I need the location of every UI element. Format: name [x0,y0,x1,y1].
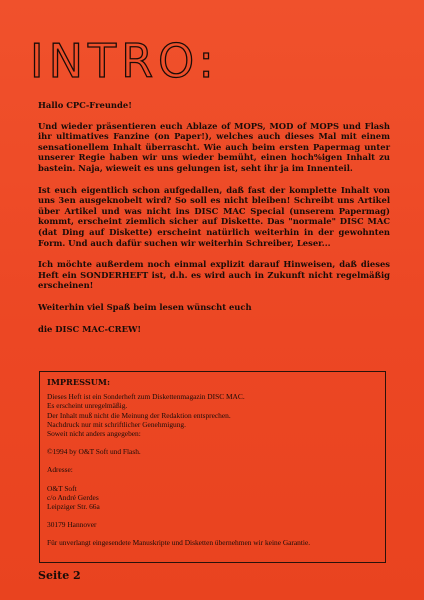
address-line: O&T Soft [47,483,77,493]
greeting: Hallo CPC-Freunde! [38,100,132,110]
disclaimer: Für unverlangt eingesendete Manuskripte und Disketten übernehmen wir keine Garantie. [47,538,311,548]
page-title: INTRO: [30,34,219,88]
impressum-line: Es erscheint unregelmäßig. [47,401,128,411]
zip-city: 30179 Hannover [47,520,97,530]
signature-line: die DISC MAC-CREW! [38,323,142,334]
intro-paragraph: Ist euch eigentlich schon aufgedallen, daß fast der komplette Inhalt von uns 3en ausgeknobelt wird? So soll es nicht bleiben! Schreibt uns Artikel über Artikel und was nicht ins DISC MAC Special (unserem Papermag) kommt, erscheint ziemlich sicher auf Diskette. Das "normale" DISC MAC (dat Ding auf Diskette) erscheint natürlich weiterhin in der gewohnten Form. Und auch dafür suchen wir weiterhin Schreiber, Leser... [38,184,390,248]
intro-text [38,100,390,345]
impressum-box [39,371,386,563]
intro-paragraph: Und wieder präsentieren euch Ablaze of MOPS, MOD of MOPS und Flash ihr ultimatives Fanzine (on Paper!), welches auch dieses Mal mit einem sensationellem Inhalt überrascht. Wie auch beim ersten Papermag unter unserer Regie haben wir uns wieder bemüht, einen hoch%igen Inhalt zu bastein. Naja, wieweit es uns gelungen ist, seht ihr ja im Innenteil. [38,120,390,173]
closing-line: Weiterhin viel Spaß beim lesen wünscht euch [38,301,252,312]
address-line: c/o André Gerdes [47,492,99,502]
intro-paragraph: Ich möchte außerdem noch einmal explizit darauf Hinweisen, daß dieses Heft ein SONDERHEFT ist, d.h. es wird auch in Zukunft nicht regelmäßig erscheinen! [38,259,390,291]
address-label: Adresse: [47,465,73,475]
address-line: Leipziger Str. 66a [47,502,100,512]
page-number: Seite 2 [38,569,81,582]
impressum-heading: IMPRESSUM: [47,377,110,387]
impressum-line: Soweit nicht anders angegeben: [47,429,141,439]
impressum-line: Der Inhalt muß nicht die Meinung der Redaktion entsprechen. [47,410,231,420]
impressum-line: Nachdruck nur mit schriftlicher Genehmigung. [47,419,186,429]
impressum-line: Dieses Heft ist ein Sonderheft zum Diskettenmagazin DISC MAC. [47,392,245,402]
copyright-line: ©1994 by O&T Soft und Flash. [47,447,141,457]
